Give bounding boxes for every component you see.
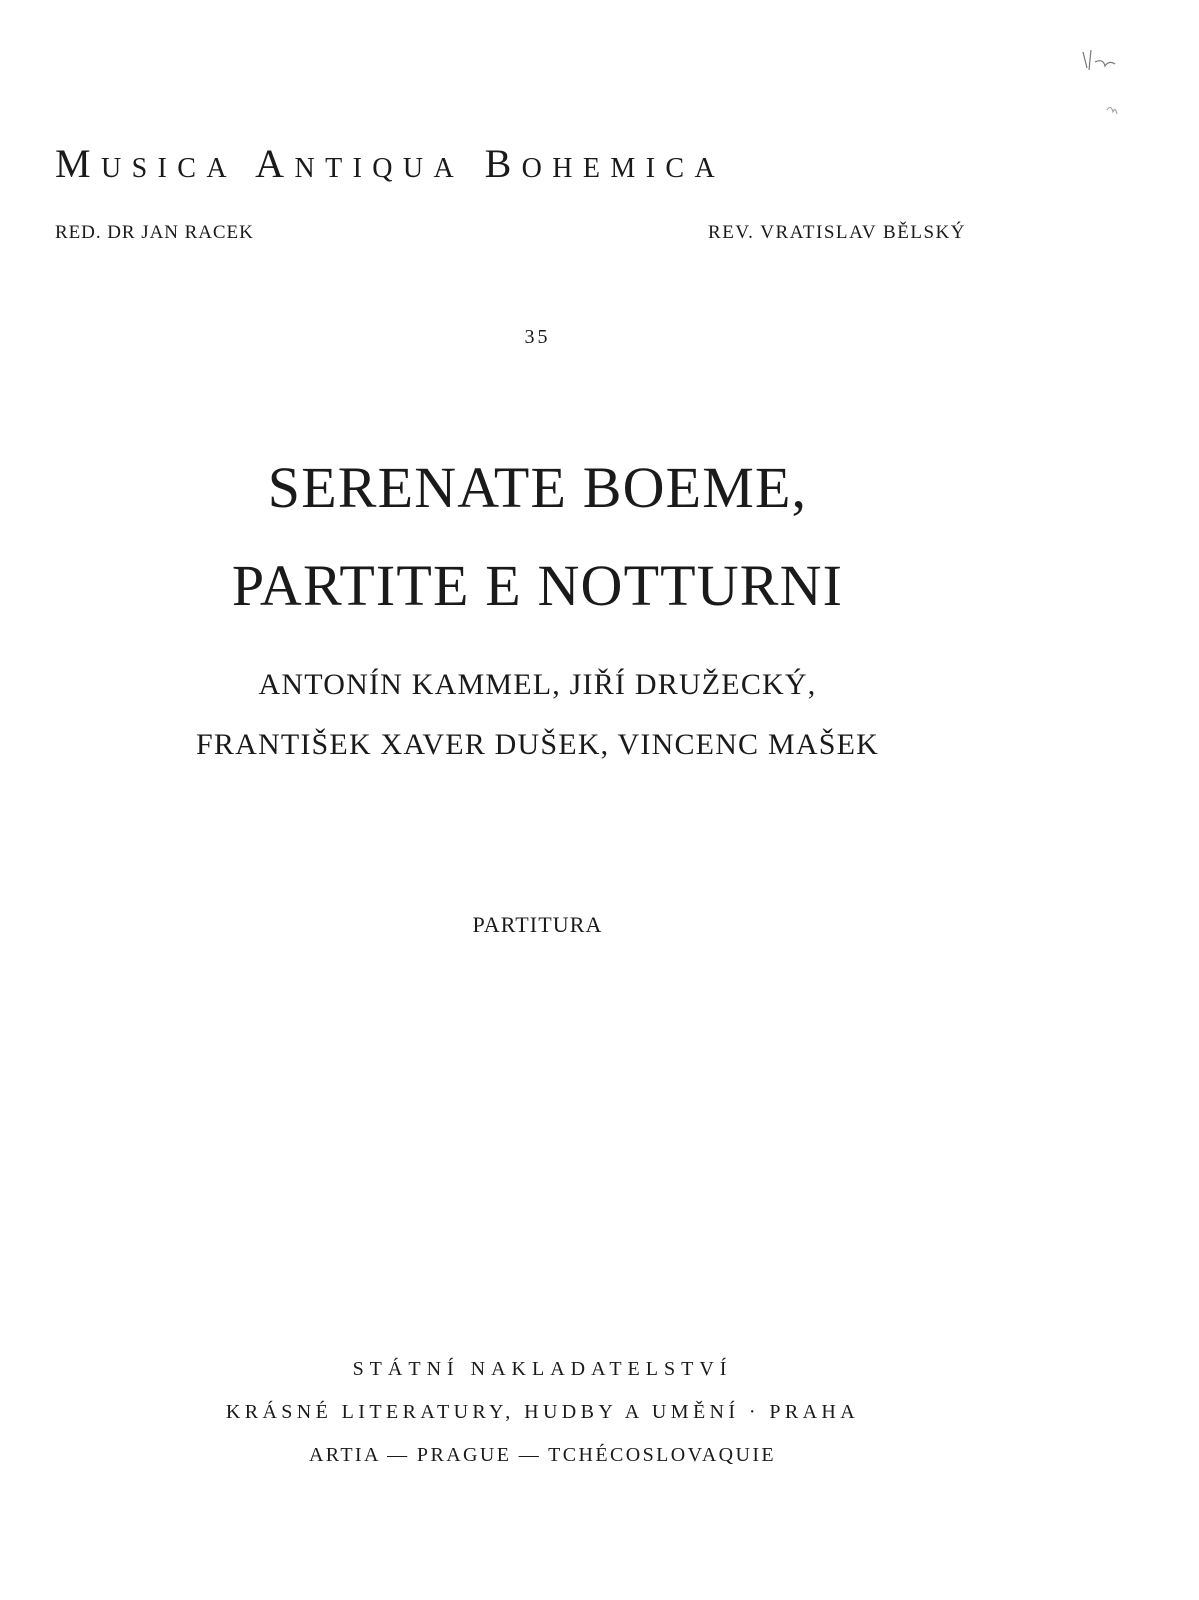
composers-line-1: ANTONÍN KAMMEL, JIŘÍ DRUŽECKÝ,	[258, 668, 817, 701]
main-title-line-1: SERENATE BOEME,	[267, 455, 808, 520]
publisher-line-1: STÁTNÍ NAKLADATELSTVÍ	[352, 1358, 733, 1380]
main-title-line-2: PARTITE E NOTTURNI	[231, 553, 844, 618]
series-title: Musica Antiqua Bohemica	[55, 141, 726, 186]
publisher-line-2: KRÁSNÉ LITERATURY, HUDBY A UMĚNÍ · PRAHA	[225, 1401, 860, 1423]
volume-number: 35	[524, 326, 551, 348]
handwritten-mark	[1075, 40, 1135, 130]
editor-credit: RED. DR JAN RACEK	[55, 222, 254, 243]
reviewer-credit: REV. VRATISLAV BĚLSKÝ	[708, 222, 967, 243]
score-label: PARTITURA	[472, 912, 603, 937]
composers-line-2: FRANTIŠEK XAVER DUŠEK, VINCENC MAŠEK	[196, 728, 879, 761]
publisher-line-3: ARTIA — PRAGUE — TCHÉCOSLOVAQUIE	[308, 1444, 777, 1466]
